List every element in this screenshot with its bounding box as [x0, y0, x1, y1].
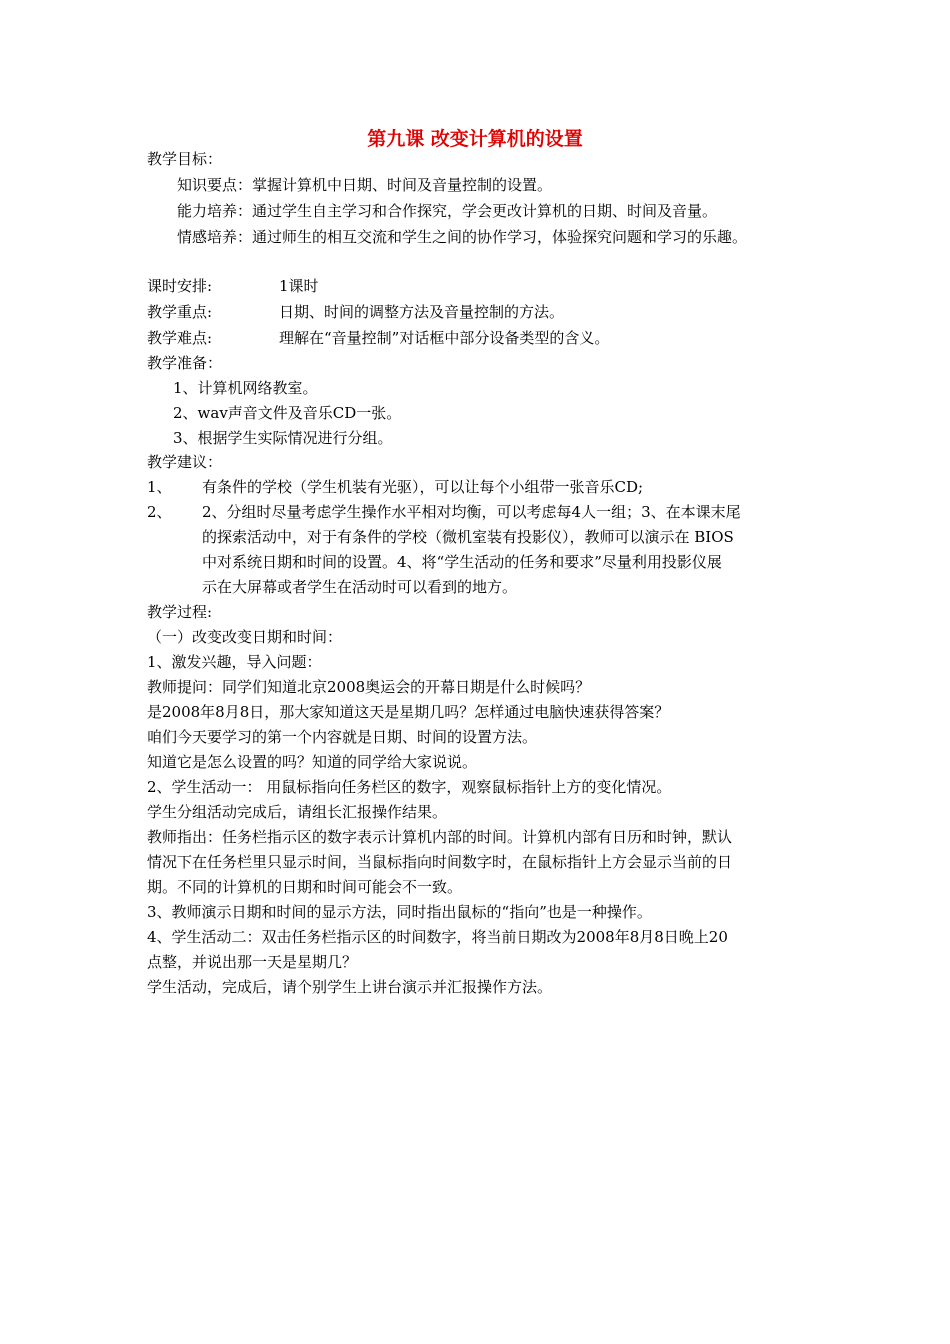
prep-item: 1、计算机网络教室。: [173, 379, 318, 397]
process-line: （一）改变改变日期和时间：: [147, 628, 343, 646]
process-line: 知道它是怎么设置的吗？知道的同学给大家说说。: [147, 753, 478, 771]
difficulty-label: 教学难点:: [147, 329, 213, 347]
process-heading: 教学过程:: [147, 603, 213, 621]
objective-knowledge: 知识要点：掌握计算机中日期、时间及音量控制的设置。: [177, 176, 553, 194]
advice1-text: 有条件的学校（学生机装有光驱），可以让每个小组带一张音乐CD;: [202, 478, 644, 496]
process-line: 点整，并说出那一天是星期几？: [147, 953, 358, 971]
key-value: 日期、时间的调整方法及音量控制的方法。: [279, 303, 565, 321]
process-line: 期。不同的计算机的日期和时间可能会不一致。: [147, 878, 463, 896]
process-line: 学生分组活动完成后，请组长汇报操作结果。: [147, 803, 448, 821]
schedule-row: [147, 276, 212, 296]
process-line: 学生活动，完成后，请个别学生上讲台演示并汇报操作方法。: [147, 978, 553, 996]
process-line: 3、教师演示日期和时间的显示方法，同时指出鼠标的“指向”也是一种操作。: [147, 903, 652, 921]
prep-item: 3、根据学生实际情况进行分组。: [173, 429, 393, 447]
key-label: 教学重点:: [147, 303, 213, 321]
schedule-label: 课时安排:: [147, 277, 213, 295]
process-line: 教师提问：同学们知道北京2008奥运会的开幕日期是什么时候吗？: [147, 678, 591, 696]
schedule-value: 1课时: [279, 277, 319, 295]
prep-heading: 教学准备：: [147, 354, 223, 372]
process-line: 4、学生活动二：双击任务栏指示区的时间数字，将当前日期改为2008年8月8日晚上20: [147, 928, 728, 946]
advice2-line: 中对系统日期和时间的设置。4、将“学生活动的任务和要求”尽量利用投影仪展: [202, 553, 722, 571]
objective-ability: 能力培养：通过学生自主学习和合作探究，学会更改计算机的日期、时间及音量。: [177, 202, 718, 220]
process-line: 教师指出：任务栏指示区的数字表示计算机内部的时间。计算机内部有日历和时钟，默认: [147, 828, 733, 846]
advice2-line: 示在大屏幕或者学生在活动时可以看到的地方。: [202, 578, 518, 596]
objective-emotion: 情感培养：通过师生的相互交流和学生之间的协作学习，体验探究问题和学习的乐趣。: [177, 228, 748, 246]
process-line: 情况下在任务栏里只显示时间，当鼠标指向时间数字时，在鼠标指针上方会显示当前的日: [147, 853, 733, 871]
prep-item: 2、wav声音文件及音乐CD一张。: [173, 404, 402, 422]
process-line: 1、激发兴趣，导入问题：: [147, 653, 322, 671]
advice2-line: 的探索活动中，对于有条件的学校（微机室装有投影仪），教师可以演示在 BIOS: [202, 528, 734, 546]
advice1-number: 1、: [147, 478, 172, 496]
process-line: 咱们今天要学习的第一个内容就是日期、时间的设置方法。: [147, 728, 538, 746]
process-line: 是2008年8月8日，那大家知道这天是星期几吗？怎样通过电脑快速获得答案？: [147, 703, 670, 721]
advice-heading: 教学建议：: [147, 453, 223, 471]
advice2-number: 2、: [147, 503, 172, 521]
objectives-heading: 教学目标：: [147, 150, 223, 168]
page-title: 第九课 改变计算机的设置: [367, 128, 583, 150]
process-line: 2、学生活动一： 用鼠标指向任务栏区的数字，观察鼠标指针上方的变化情况。: [147, 778, 672, 796]
advice2-line: 2、分组时尽量考虑学生操作水平相对均衡，可以考虑每4人一组；3、在本课末尾: [202, 503, 741, 521]
difficulty-value: 理解在“音量控制”对话框中部分设备类型的含义。: [279, 329, 610, 347]
